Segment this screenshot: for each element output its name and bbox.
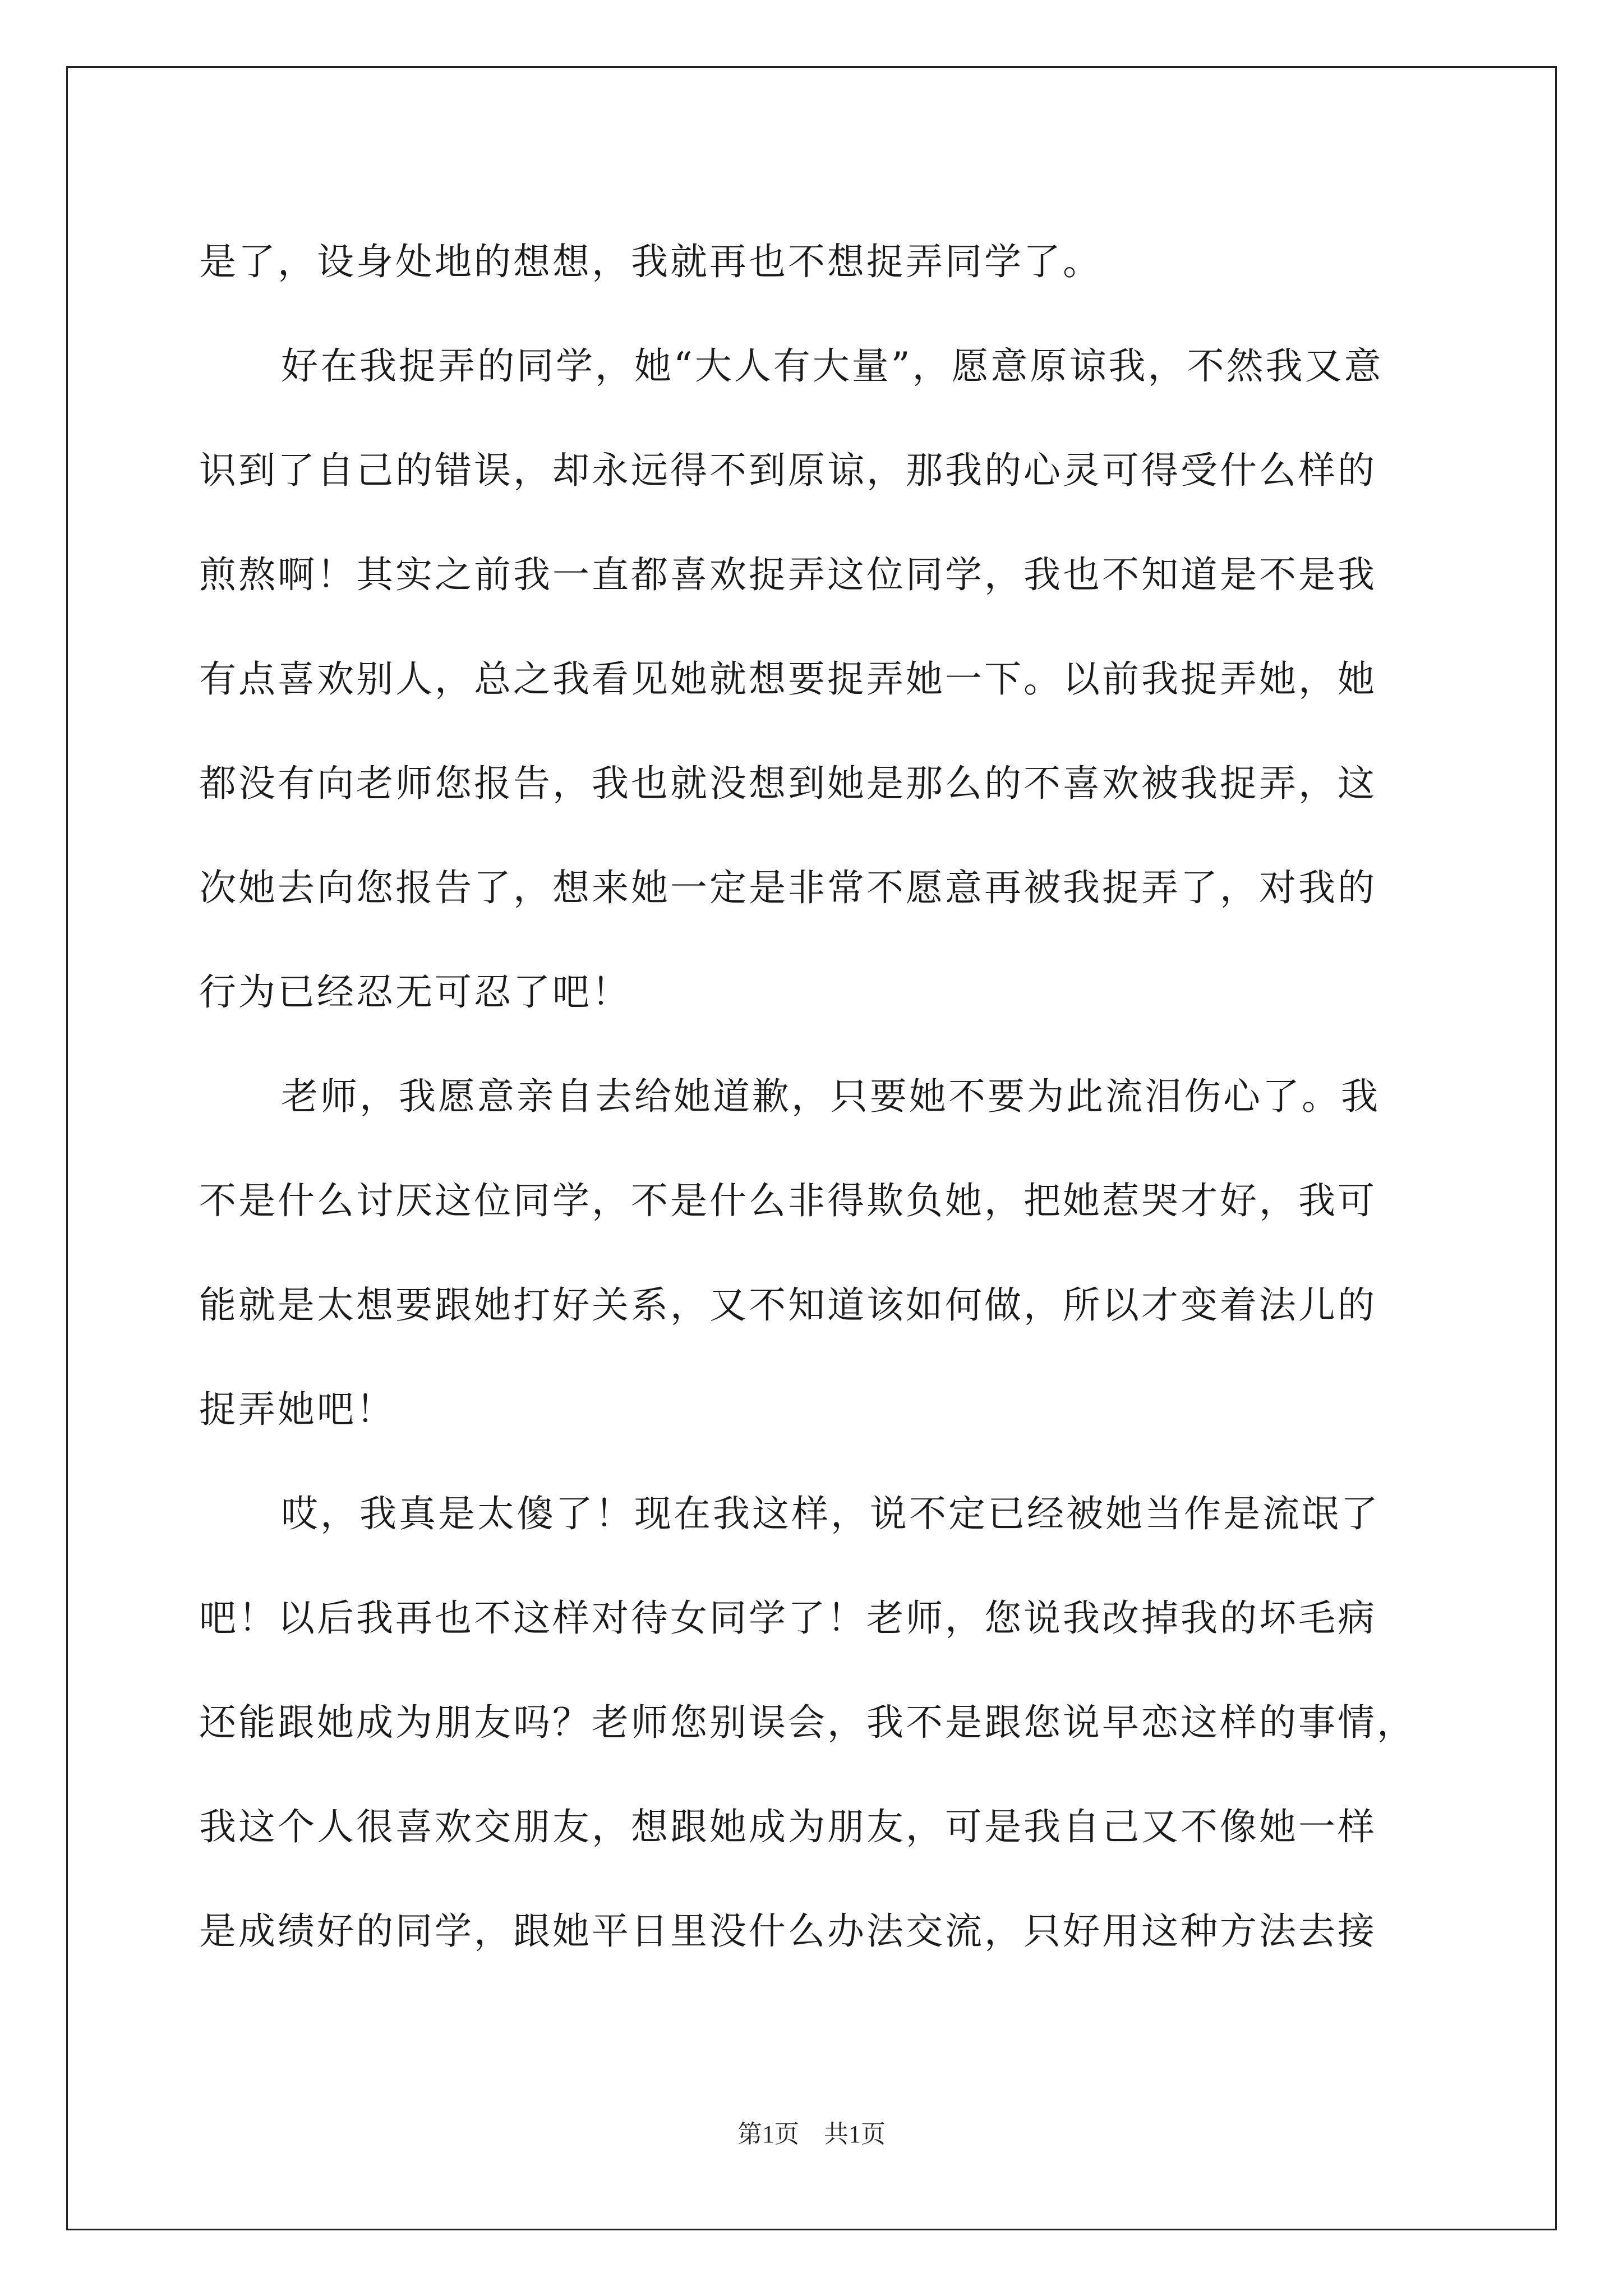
page-footer [0, 2114, 1623, 2150]
page-number: 第1页 [737, 2120, 799, 2148]
text-line-8: 行为已经忍无可忍了吧！ [199, 970, 631, 1014]
text-line-3: 识到了自己的错误，却永远得不到原谅，那我的心灵可得受什么样的 [199, 449, 1377, 492]
text-line-16: 我这个人很喜欢交朋友，想跟她成为朋友，可是我自己又不像她一样 [199, 1805, 1377, 1848]
text-line-17: 是成绩好的同学，跟她平日里没什么办法交流，只好用这种方法去接 [199, 1910, 1377, 1953]
text-line-5: 有点喜欢别人，总之我看见她就想要捉弄她一下。以前我捉弄她，她 [199, 657, 1377, 701]
text-line-1: 是了，设身处地的想想，我就再也不想捉弄同学了。 [199, 240, 1102, 283]
page-total: 共1页 [824, 2120, 886, 2148]
text-line-9: 老师，我愿意亲自去给她道歉，只要她不要为此流泪伤心了。我 [281, 1075, 1380, 1118]
text-line-11: 能就是太想要跟她打好关系，又不知道该如何做，所以才变着法儿的 [199, 1283, 1377, 1327]
text-line-2: 好在我捉弄的同学，她“大人有大量”，愿意原谅我，不然我又意 [281, 344, 1384, 388]
text-line-13: 哎，我真是太傻了！现在我这样，说不定已经被她当作是流氓了 [281, 1492, 1380, 1535]
document-body [199, 210, 1433, 1984]
text-line-12: 捉弄她吧！ [199, 1388, 395, 1431]
text-line-10: 不是什么讨厌这位同学，不是什么非得欺负她，把她惹哭才好，我可 [199, 1179, 1377, 1222]
text-line-7: 次她去向您报告了，想来她一定是非常不愿意再被我捉弄了，对我的 [199, 866, 1377, 909]
text-line-6: 都没有向老师您报告，我也就没想到她是那么的不喜欢被我捉弄，这 [199, 762, 1377, 805]
text-line-14: 吧！以后我再也不这样对待女同学了！老师，您说我改掉我的坏毛病 [199, 1596, 1377, 1640]
text-line-15: 还能跟她成为朋友吗？老师您别误会，我不是跟您说早恋这样的事情， [199, 1701, 1416, 1744]
text-line-4: 煎熬啊！其实之前我一直都喜欢捉弄这位同学，我也不知道是不是我 [199, 553, 1377, 596]
